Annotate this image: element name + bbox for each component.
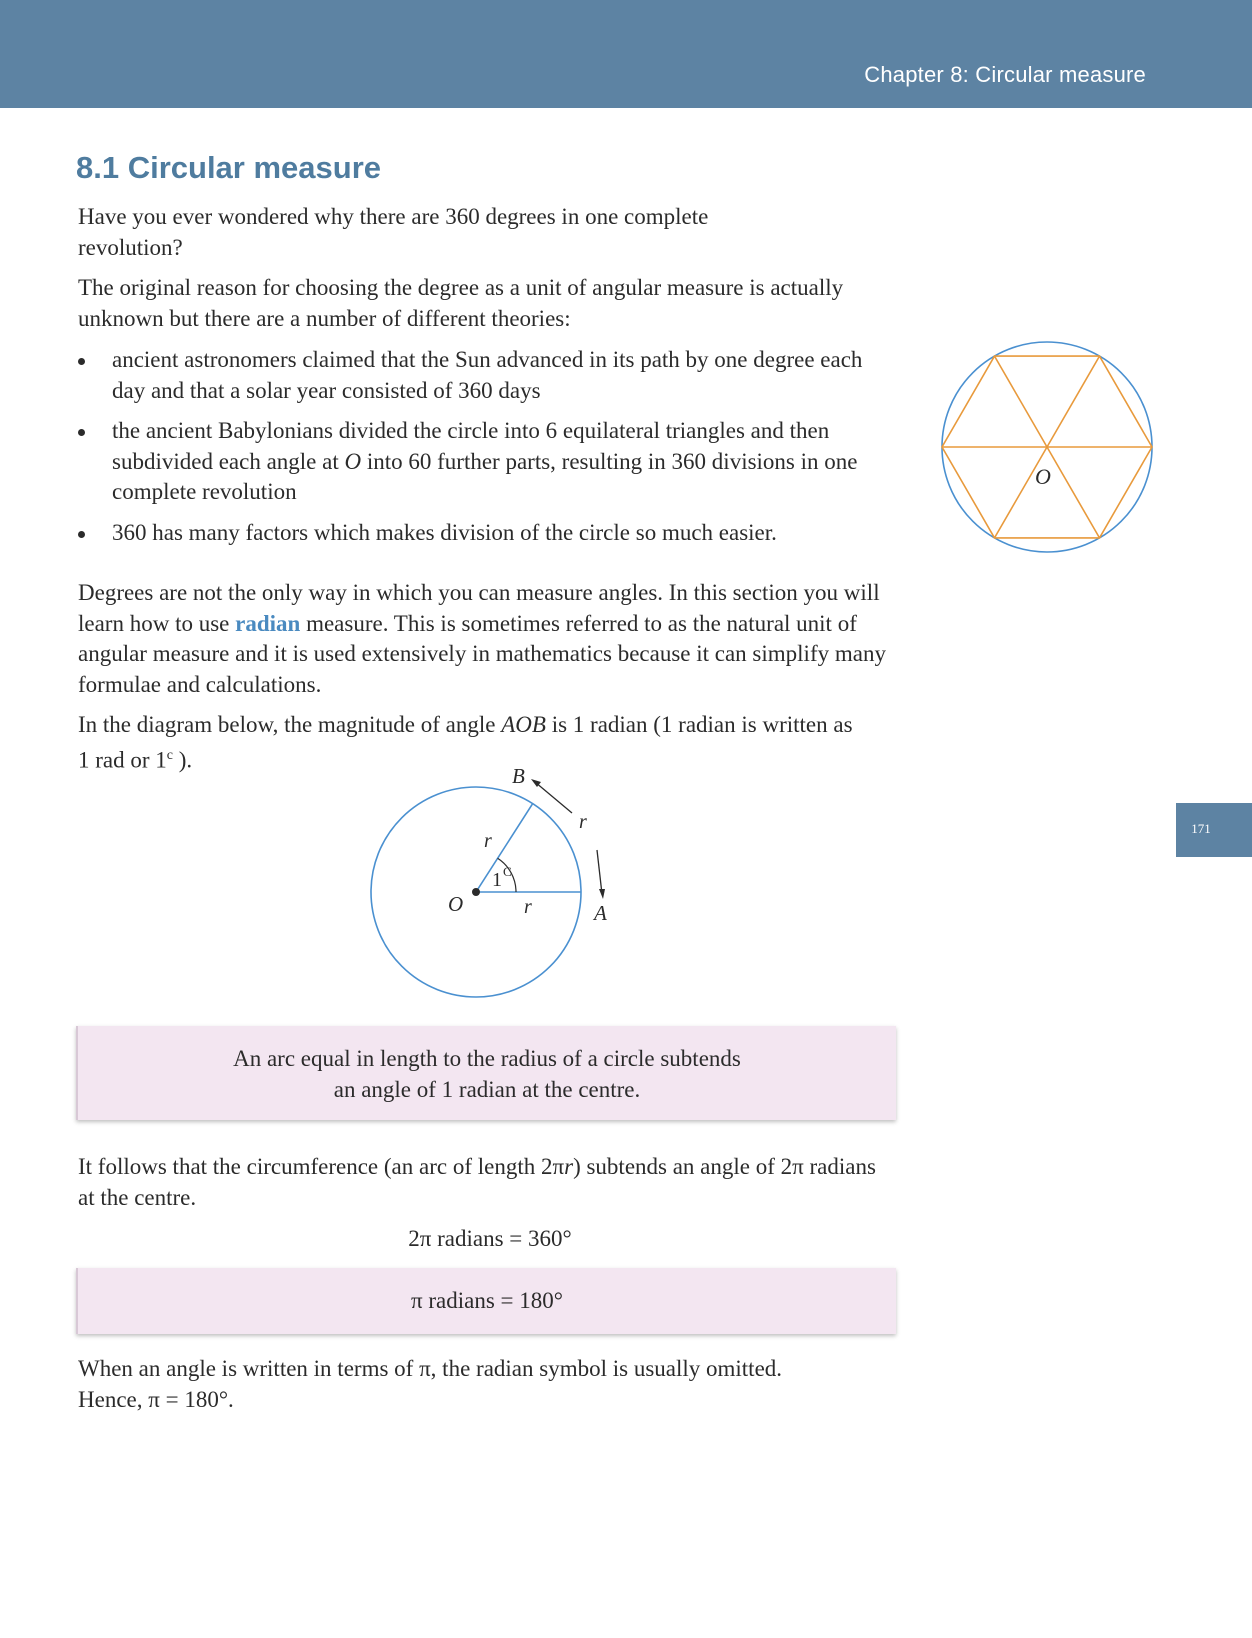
bullet-dot	[78, 429, 85, 436]
theories-list	[78, 345, 878, 558]
bullet-dot	[78, 531, 85, 538]
base-r-label: r	[524, 896, 532, 918]
conclusion-text	[78, 1354, 898, 1415]
conclusion-line: Hence, π = 180°.	[78, 1386, 234, 1412]
hexagon-center-label: O	[1035, 464, 1051, 489]
theories-intro: The original reason for choosing the degree as a unit of angular measure is actually unknown but there are a number of different theories:	[78, 275, 844, 331]
point-o-label: O	[344, 448, 362, 474]
intro-question: Have you ever wondered why there are 360 degrees in one complete revolution?	[78, 204, 709, 260]
radian-intro	[78, 578, 890, 700]
key-point-line: An arc equal in length to the radius of a circle subtends	[233, 1046, 741, 1071]
point-o-label: O	[448, 892, 464, 916]
circumference-text	[78, 1152, 878, 1213]
bullet-dot	[78, 358, 85, 365]
equation-360: 2π radians = 360°	[408, 1226, 572, 1251]
point-a-label: A	[594, 901, 607, 925]
page-number: 171	[1191, 821, 1211, 836]
page-number-tab	[1176, 803, 1252, 857]
key-point-line: an angle of 1 radian at the centre.	[333, 1076, 641, 1102]
angle-aob: AOB	[501, 712, 546, 737]
point-b-label: B	[512, 764, 525, 788]
bullet-text: ancient astronomers claimed that the Sun advanced in its path by one degree each day and that a solar year consisted of 360 days	[112, 347, 863, 403]
diagram-intro-mid: is 1 radian (1 radian is written as 1 rad or 1	[78, 712, 853, 773]
chapter-title: Chapter 8: Circular measure	[864, 62, 1146, 87]
section-heading: 8.1 Circular measure	[76, 150, 382, 185]
one-radian-diagram	[340, 758, 640, 1008]
list-item	[78, 416, 878, 508]
diagram-intro-pre: In the diagram below, the magnitude of angle	[78, 712, 502, 737]
bullet-text-post: into 60 further parts, resulting in 360 divisions in one complete revolution	[112, 448, 858, 504]
arc-arrow-bottom	[597, 850, 602, 894]
radius-r-label: r	[484, 830, 492, 852]
radian-intro-pre: Degrees are not the only way in which you can measure angles. In this section you will learn how to use	[78, 580, 880, 636]
arc-r-label: r	[579, 811, 587, 833]
conclusion-line: When an angle is written in terms of π, the radian symbol is usually omitted.	[78, 1356, 783, 1381]
bullet-text: 360 has many factors which makes division of the circle so much easier.	[112, 519, 777, 545]
arc-arrow-bottom-head	[599, 889, 605, 899]
bullet-text-pre: the ancient Babylonians divided the circle into 6 equilateral triangles and then subdivided each angle at	[112, 418, 830, 474]
key-equation: π radians = 180°	[411, 1288, 563, 1313]
chapter-header-bar	[0, 0, 1252, 108]
radian-keyword: radian	[235, 610, 301, 636]
key-equation-box	[76, 1268, 896, 1334]
list-item	[78, 518, 878, 549]
diagram-intro-post: ).	[173, 747, 193, 773]
circumference-pre: It follows that the circumference (an arc of length 2π	[78, 1154, 565, 1179]
radian-superscript: c	[166, 747, 173, 763]
radian-intro-post: measure. This is sometimes referred to as the natural unit of angular measure and it is used extensively in mathematics because it can simplify many formulae and calculations.	[78, 610, 886, 697]
list-item	[78, 345, 878, 406]
key-point-box	[76, 1026, 896, 1120]
angle-label: 1	[492, 869, 502, 891]
center-point	[472, 888, 480, 896]
angle-superscript: C	[503, 864, 512, 879]
radius-var: r	[564, 1154, 574, 1179]
circumference-post: ) subtends an angle of 2π radians at the centre.	[78, 1154, 876, 1210]
hexagon-circle-diagram	[936, 336, 1158, 558]
